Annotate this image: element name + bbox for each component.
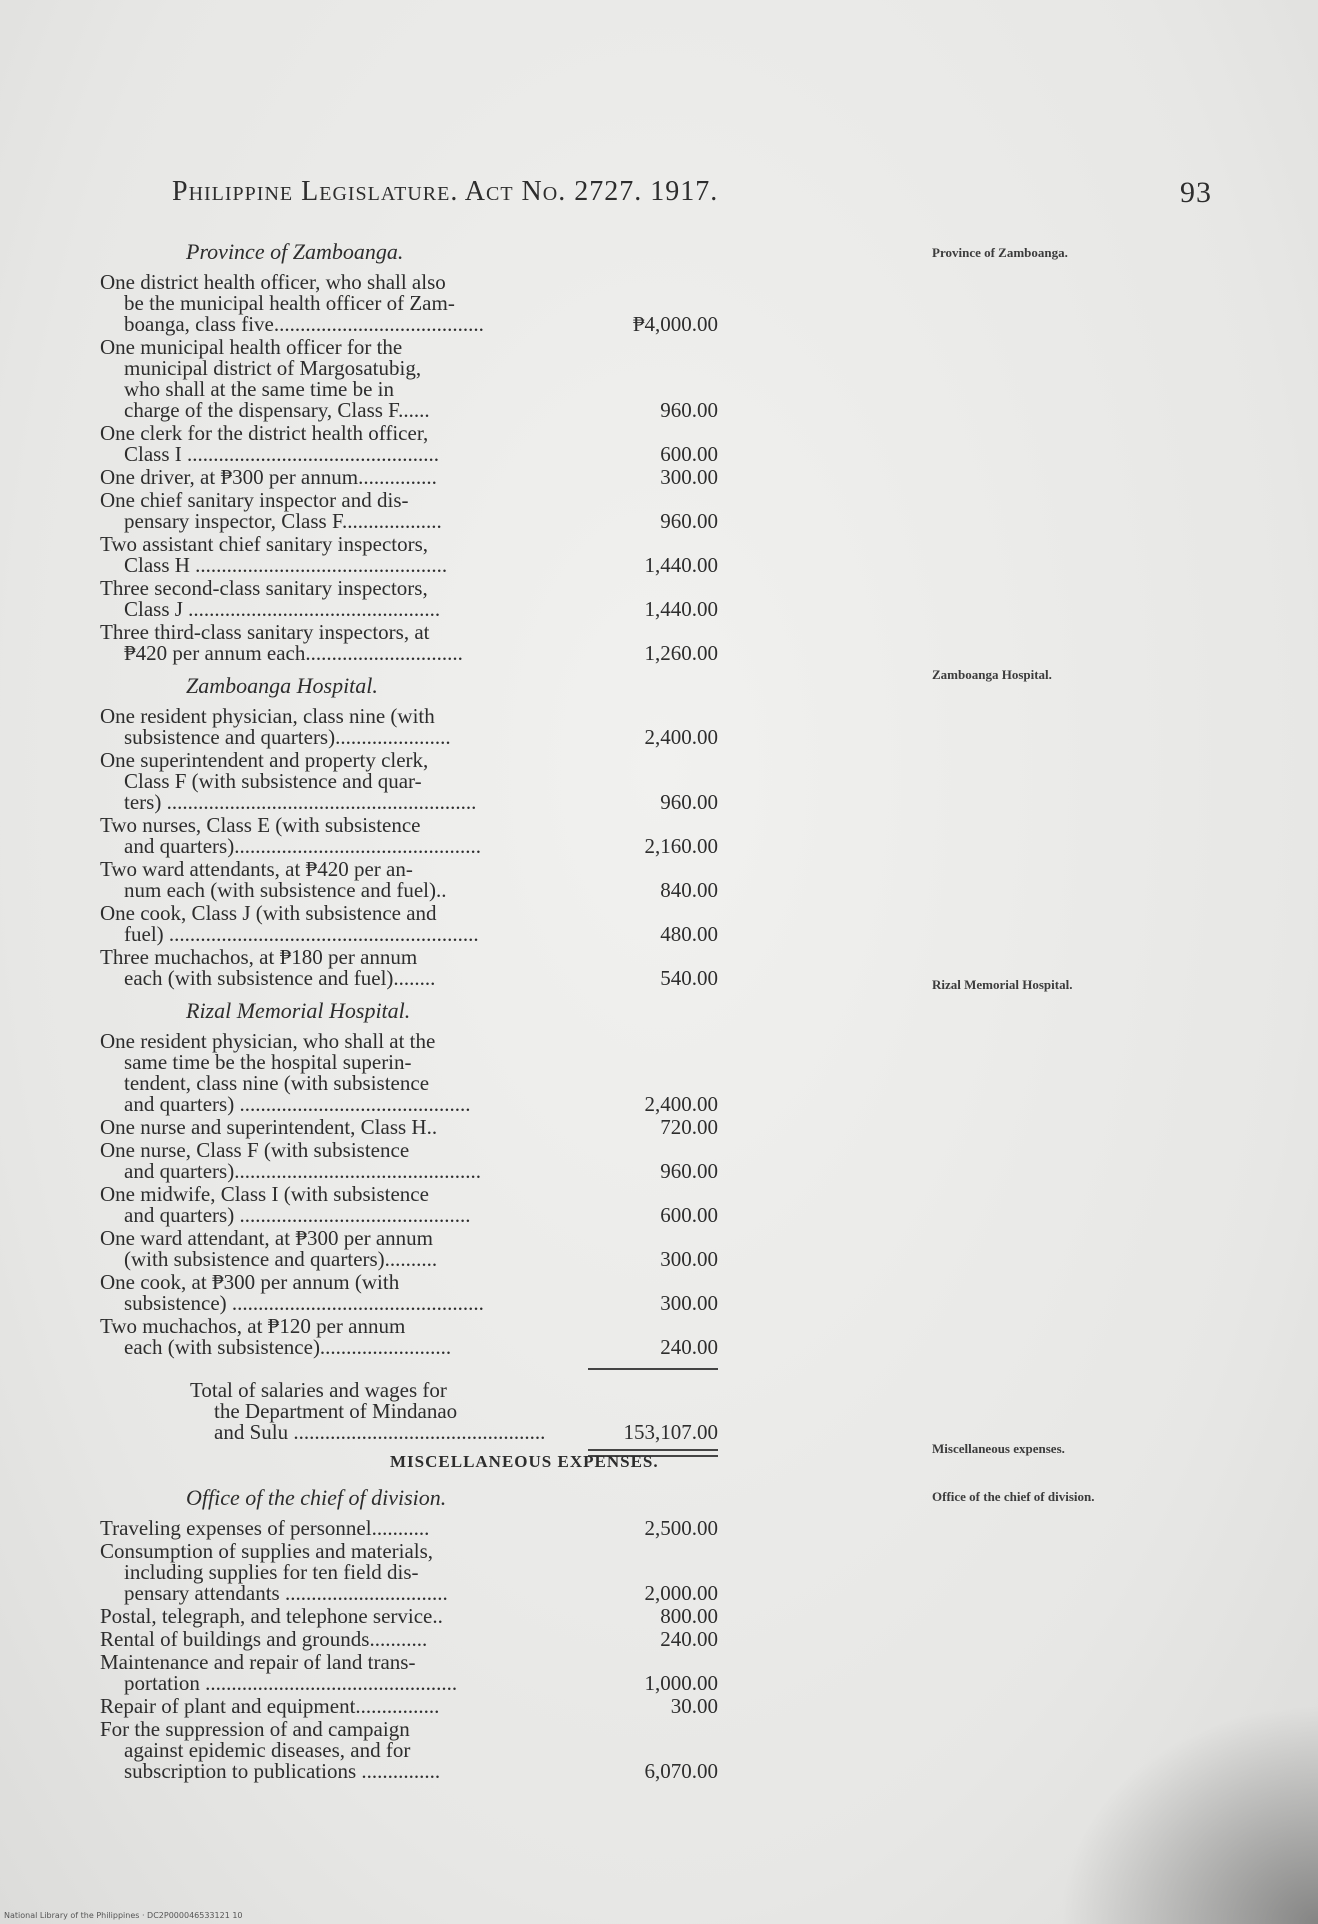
description-line: Two nurses, Class E (with subsistence xyxy=(100,813,421,837)
margin-note-zamboanga-hospital: Zamboanga Hospital. xyxy=(932,667,1052,682)
description-line: One chief sanitary inspector and dis- xyxy=(100,488,409,512)
line-item-description xyxy=(100,1316,588,1358)
line-item xyxy=(100,859,718,901)
description-line: and quarters)............................................... xyxy=(124,834,481,858)
line-item-amount: 600.00 xyxy=(660,1203,718,1227)
description-line: municipal district of Margosatubig, xyxy=(124,356,422,380)
line-item xyxy=(100,815,718,857)
line-item-amount: 1,260.00 xyxy=(644,641,718,665)
description-line: ters) ........................................................... xyxy=(124,790,477,814)
description-line: pensary inspector, Class F................... xyxy=(124,509,442,533)
line-item xyxy=(100,1719,718,1782)
line-item xyxy=(100,1629,718,1650)
line-item xyxy=(100,622,718,664)
description-line: pensary attendants ............................... xyxy=(124,1581,448,1605)
line-item-amount: 960.00 xyxy=(660,1159,718,1183)
description-line: One driver, at ₱300 per annum............... xyxy=(100,465,437,489)
line-item xyxy=(100,1316,718,1358)
description-line: portation ................................................ xyxy=(124,1671,458,1695)
line-item xyxy=(100,947,718,989)
description-line: boanga, class five........................................ xyxy=(124,312,484,336)
line-item-amount: 1,440.00 xyxy=(644,597,718,621)
description-line: against epidemic diseases, and for xyxy=(124,1738,411,1762)
line-item-amount: 300.00 xyxy=(660,465,718,489)
line-item xyxy=(100,706,718,748)
line-item-description xyxy=(100,1629,588,1650)
line-item-description xyxy=(100,1696,588,1717)
line-item-description xyxy=(100,1719,588,1782)
line-item-amount: 240.00 xyxy=(660,1335,718,1359)
description-line: Postal, telegraph, and telephone service.. xyxy=(100,1604,443,1628)
line-item xyxy=(100,1652,718,1694)
line-item-amount: 30.00 xyxy=(670,1694,718,1718)
line-item xyxy=(100,1518,718,1539)
line-item-amount: 1,000.00 xyxy=(644,1671,718,1695)
line-item xyxy=(100,1031,718,1115)
description-line: One cook, at ₱300 per annum (with xyxy=(100,1270,400,1294)
line-item-description xyxy=(100,1518,588,1539)
line-item-description xyxy=(100,1606,588,1627)
description-line: One resident physician, who shall at the xyxy=(100,1029,436,1053)
description-line: each (with subsistence)......................... xyxy=(124,1335,452,1359)
description-line: One municipal health officer for the xyxy=(100,335,403,359)
description-line: same time be the hospital superin- xyxy=(124,1050,412,1074)
line-item-amount: 300.00 xyxy=(660,1291,718,1315)
line-item-amount: 2,500.00 xyxy=(644,1516,718,1540)
description-line: Three third-class sanitary inspectors, at xyxy=(100,620,430,644)
page-number: 93 xyxy=(1180,176,1212,209)
description-line: subscription to publications ............... xyxy=(124,1759,441,1783)
appropriations-column xyxy=(100,240,718,1457)
description-line: For the suppression of and campaign xyxy=(100,1717,410,1741)
description-line: be the municipal health officer of Zam- xyxy=(124,291,455,315)
description-line: fuel) ........................................................... xyxy=(124,922,479,946)
line-item-description xyxy=(100,1140,588,1182)
line-item-amount: 600.00 xyxy=(660,442,718,466)
misc-expenses-title: MISCELLANEOUS EXPENSES. xyxy=(390,1452,659,1471)
line-item xyxy=(100,534,718,576)
description-line: subsistence) ................................................ xyxy=(124,1291,484,1315)
line-item-amount: 6,070.00 xyxy=(644,1759,718,1783)
description-line: Repair of plant and equipment................ xyxy=(100,1694,440,1718)
line-item-amount: 960.00 xyxy=(660,790,718,814)
line-item-amount: 800.00 xyxy=(660,1604,718,1628)
description-line: Two ward attendants, at ₱420 per an- xyxy=(100,857,413,881)
line-item-description xyxy=(100,1652,588,1694)
description-line: who shall at the same time be in xyxy=(124,377,395,401)
line-item xyxy=(100,1228,718,1270)
description-line: One cook, Class J (with subsistence and xyxy=(100,901,437,925)
margin-note-misc: Miscellaneous expenses. xyxy=(932,1441,1065,1456)
description-line: Maintenance and repair of land trans- xyxy=(100,1650,416,1674)
line-item-description xyxy=(100,467,588,488)
line-item xyxy=(100,423,718,465)
description-line: charge of the dispensary, Class F...... xyxy=(124,398,430,422)
scan-footer: National Library of the Philippines · DC2P000046533121 10 xyxy=(4,1911,243,1920)
description-line: One nurse, Class F (with subsistence xyxy=(100,1138,410,1162)
description-line: num each (with subsistence and fuel).. xyxy=(124,878,447,902)
line-item-amount: 2,000.00 xyxy=(644,1581,718,1605)
line-item xyxy=(100,1140,718,1182)
misc-expenses-column xyxy=(100,1486,718,1784)
total-row xyxy=(100,1380,718,1443)
total-description xyxy=(190,1380,590,1443)
line-item xyxy=(100,272,718,335)
description-line: Two assistant chief sanitary inspectors, xyxy=(100,532,429,556)
line-item xyxy=(100,1184,718,1226)
margin-note-office: Office of the chief of division. xyxy=(932,1489,1095,1504)
line-item-amount: 240.00 xyxy=(660,1627,718,1651)
line-item-amount: 2,400.00 xyxy=(644,725,718,749)
description-line: tendent, class nine (with subsistence xyxy=(124,1071,430,1095)
line-item-amount: 2,400.00 xyxy=(644,1092,718,1116)
margin-note-rizal: Rizal Memorial Hospital. xyxy=(932,977,1073,992)
description-line: One superintendent and property clerk, xyxy=(100,748,429,772)
section-heading: Office of the chief of division. xyxy=(186,1485,447,1510)
description-line: One nurse and superintendent, Class H.. xyxy=(100,1115,438,1139)
line-item-description xyxy=(100,272,588,335)
line-item-description xyxy=(100,1031,588,1115)
line-item-description xyxy=(100,423,588,465)
description-line: the Department of Mindanao xyxy=(214,1399,458,1423)
description-line: Class F (with subsistence and quar- xyxy=(124,769,422,793)
description-line: and quarters) ............................................ xyxy=(124,1092,471,1116)
line-item-amount: 1,440.00 xyxy=(644,553,718,577)
line-item-description xyxy=(100,578,588,620)
description-line: (with subsistence and quarters).......... xyxy=(124,1247,438,1271)
line-item-description xyxy=(100,706,588,748)
line-item xyxy=(100,1272,718,1314)
line-item-amount: 960.00 xyxy=(660,509,718,533)
description-line: Class H ................................................ xyxy=(124,553,448,577)
line-item xyxy=(100,578,718,620)
line-item xyxy=(100,903,718,945)
line-item-description xyxy=(100,947,588,989)
line-item-amount: 720.00 xyxy=(660,1115,718,1139)
line-item-description xyxy=(100,622,588,664)
line-item-description xyxy=(100,815,588,857)
line-item-description xyxy=(100,903,588,945)
line-item-description xyxy=(100,337,588,421)
description-line: Class I ................................................ xyxy=(124,442,439,466)
total-amount: 153,107.00 xyxy=(623,1420,718,1444)
description-line: Three second-class sanitary inspectors, xyxy=(100,576,428,600)
description-line: Two muchachos, at ₱120 per annum xyxy=(100,1314,406,1338)
line-item-description xyxy=(100,1272,588,1314)
description-line: subsistence and quarters)...................... xyxy=(124,725,451,749)
description-line: Rental of buildings and grounds........... xyxy=(100,1627,428,1651)
margin-note-zamboanga: Province of Zamboanga. xyxy=(932,245,1068,260)
line-item xyxy=(100,1117,718,1138)
section-heading: Zamboanga Hospital. xyxy=(186,673,378,698)
line-item-amount: 960.00 xyxy=(660,398,718,422)
description-line: including supplies for ten field dis- xyxy=(124,1560,419,1584)
description-line: ₱420 per annum each.............................. xyxy=(124,641,463,665)
line-item-description xyxy=(100,1117,588,1138)
description-line: Consumption of supplies and materials, xyxy=(100,1539,434,1563)
line-item xyxy=(100,1606,718,1627)
description-line: and quarters)............................................... xyxy=(124,1159,481,1183)
running-title: Philippine Legislature. Act No. 2727. 1917. xyxy=(172,176,719,207)
line-item-amount: 540.00 xyxy=(660,966,718,990)
line-item xyxy=(100,1541,718,1604)
description-line: One resident physician, class nine (with xyxy=(100,704,435,728)
line-item-description xyxy=(100,490,588,532)
description-line: One midwife, Class I (with subsistence xyxy=(100,1182,429,1206)
line-item xyxy=(100,1696,718,1717)
line-item-amount: 840.00 xyxy=(660,878,718,902)
description-line: One district health officer, who shall also xyxy=(100,270,446,294)
section-heading: Province of Zamboanga. xyxy=(186,239,404,264)
description-line: Class J ................................................ xyxy=(124,597,441,621)
line-item-description xyxy=(100,750,588,813)
page-header xyxy=(172,176,1212,216)
line-item xyxy=(100,490,718,532)
line-item-description xyxy=(100,1541,588,1604)
description-line: Traveling expenses of personnel........... xyxy=(100,1516,430,1540)
line-item-description xyxy=(100,1228,588,1270)
line-item xyxy=(100,750,718,813)
description-line: Three muchachos, at ₱180 per annum xyxy=(100,945,418,969)
line-item-description xyxy=(100,534,588,576)
line-item xyxy=(100,337,718,421)
description-line: One clerk for the district health officer, xyxy=(100,421,429,445)
description-line: One ward attendant, at ₱300 per annum xyxy=(100,1226,433,1250)
line-item-amount: ₱4,000.00 xyxy=(632,312,718,336)
line-item-description xyxy=(100,859,588,901)
subtotal-rule xyxy=(588,1368,718,1370)
section-heading: Rizal Memorial Hospital. xyxy=(186,998,411,1023)
line-item-amount: 300.00 xyxy=(660,1247,718,1271)
line-item xyxy=(100,467,718,488)
line-item-description xyxy=(100,1184,588,1226)
description-line: and Sulu ................................................ xyxy=(214,1420,546,1444)
description-line: each (with subsistence and fuel)........ xyxy=(124,966,436,990)
line-item-amount: 480.00 xyxy=(660,922,718,946)
line-item-amount: 2,160.00 xyxy=(644,834,718,858)
description-line: Total of salaries and wages for xyxy=(190,1378,447,1402)
description-line: and quarters) ............................................ xyxy=(124,1203,471,1227)
scan-shadow xyxy=(1058,1704,1318,1924)
